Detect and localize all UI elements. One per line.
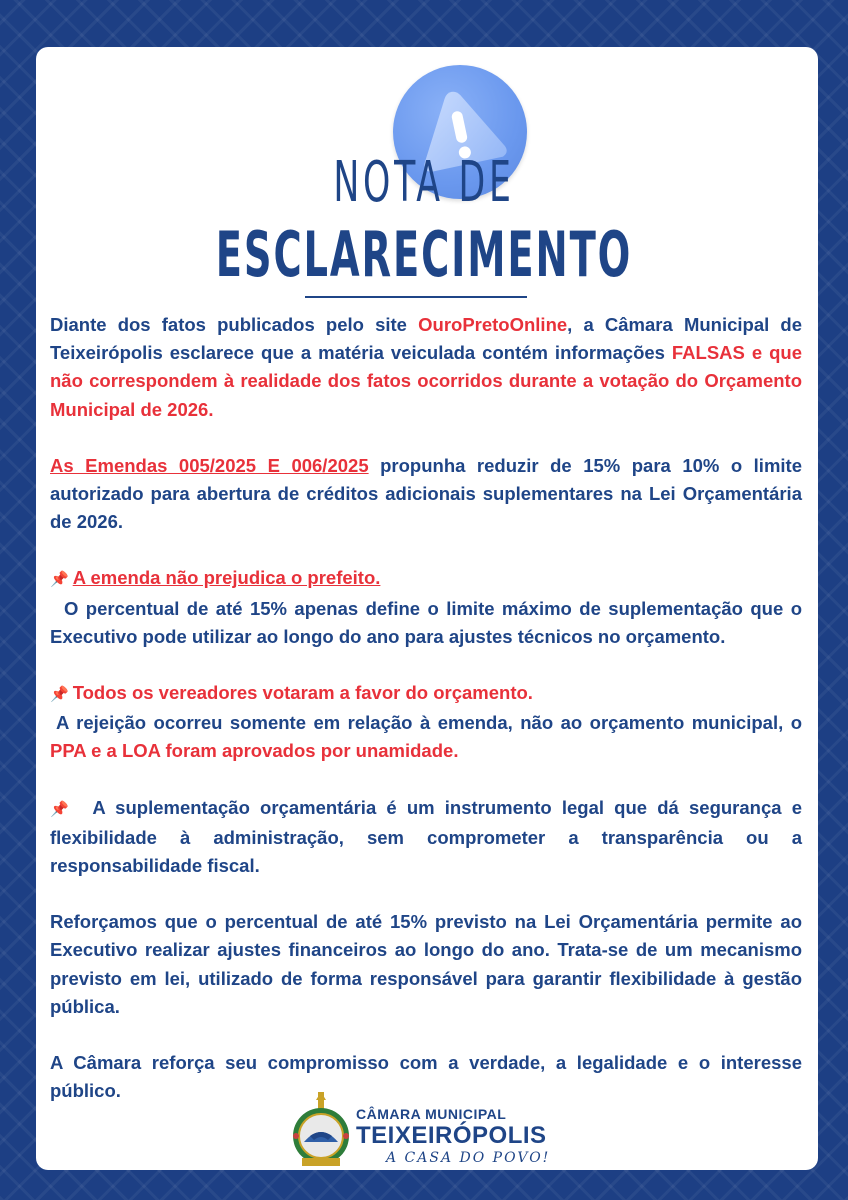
title-divider — [305, 296, 527, 298]
paragraph-point-1 — [50, 564, 802, 651]
municipal-crest-icon — [288, 1092, 354, 1172]
approval-text: PPA e a LOA foram aprovados por unamidade. — [50, 740, 459, 762]
paragraph-amendments — [50, 452, 802, 537]
title-line-1: NOTA DE — [333, 150, 515, 215]
site-name: OuroPretoOnline — [418, 314, 568, 335]
point-text: O percentual de até 15% apenas define o limite máximo de suplementação que o Executivo pode utilizar ao longo do ano para ajustes técnicos no orçamento. — [50, 597, 802, 647]
point-text: A rejeição ocorreu somente em relação à emenda, não ao orçamento municipal, o — [56, 712, 802, 734]
logo-title-small: CÂMARA MUNICIPAL — [356, 1106, 507, 1122]
point-text: A suplementação orçamentária é um instrumento legal que dá segurança e flexibilidade à administração, sem comprometer a transparência ou a responsabilidade fiscal. — [50, 796, 802, 877]
false-claim-text: FALSAS e que não correspondem à realidade dos fatos ocorridos durante a votação do Orçamento Municipal de 2026. — [50, 342, 802, 420]
footer-logo — [288, 1092, 578, 1172]
text-span: A Câmara reforça seu compromisso com a verdade, a legalidade e o interesse público. — [50, 1052, 802, 1102]
paragraph-reinforce — [50, 908, 802, 1021]
title-line-2: ESCLARECIMENTO — [215, 218, 633, 291]
pushpin-icon: 📌 — [50, 571, 69, 589]
point-heading: Todos os vereadores votaram a favor do orçamento. — [72, 682, 533, 704]
amendments-label: As Emendas 005/2025 E 006/2025 — [50, 454, 369, 476]
text-span: Reforçamos que o percentual de até 15% previsto na Lei Orçamentária permite ao Executivo realizar ajustes financeiros ao longo do ano. Trata-se de um mecanismo previsto em lei, utilizado de forma responsável para garantir flexibilidade à gestão pública. — [50, 911, 802, 1017]
logo-slogan: A CASA DO POVO! — [386, 1150, 551, 1166]
point-heading: A emenda não prejudica o prefeito. — [72, 567, 381, 589]
paragraph-intro — [50, 311, 802, 424]
paragraph-point-3 — [50, 794, 802, 881]
notice-body — [50, 311, 802, 1133]
text-span: propunha reduzir de 15% para 10% o limite autorizado para abertura de créditos adicionais suplementares na Lei Orçamentária de 2026. — [50, 454, 802, 533]
pushpin-icon: 📌 — [50, 800, 69, 818]
paragraph-point-2 — [50, 679, 802, 766]
logo-title-large: TEIXEIRÓPOLIS — [356, 1122, 547, 1149]
text-span: Diante dos fatos publicados pelo site — [50, 314, 419, 335]
pushpin-icon: 📌 — [50, 686, 69, 704]
text-span: , a Câmara Municipal de Teixeirópolis esclarece que a matéria veiculada contém informações — [50, 314, 802, 364]
